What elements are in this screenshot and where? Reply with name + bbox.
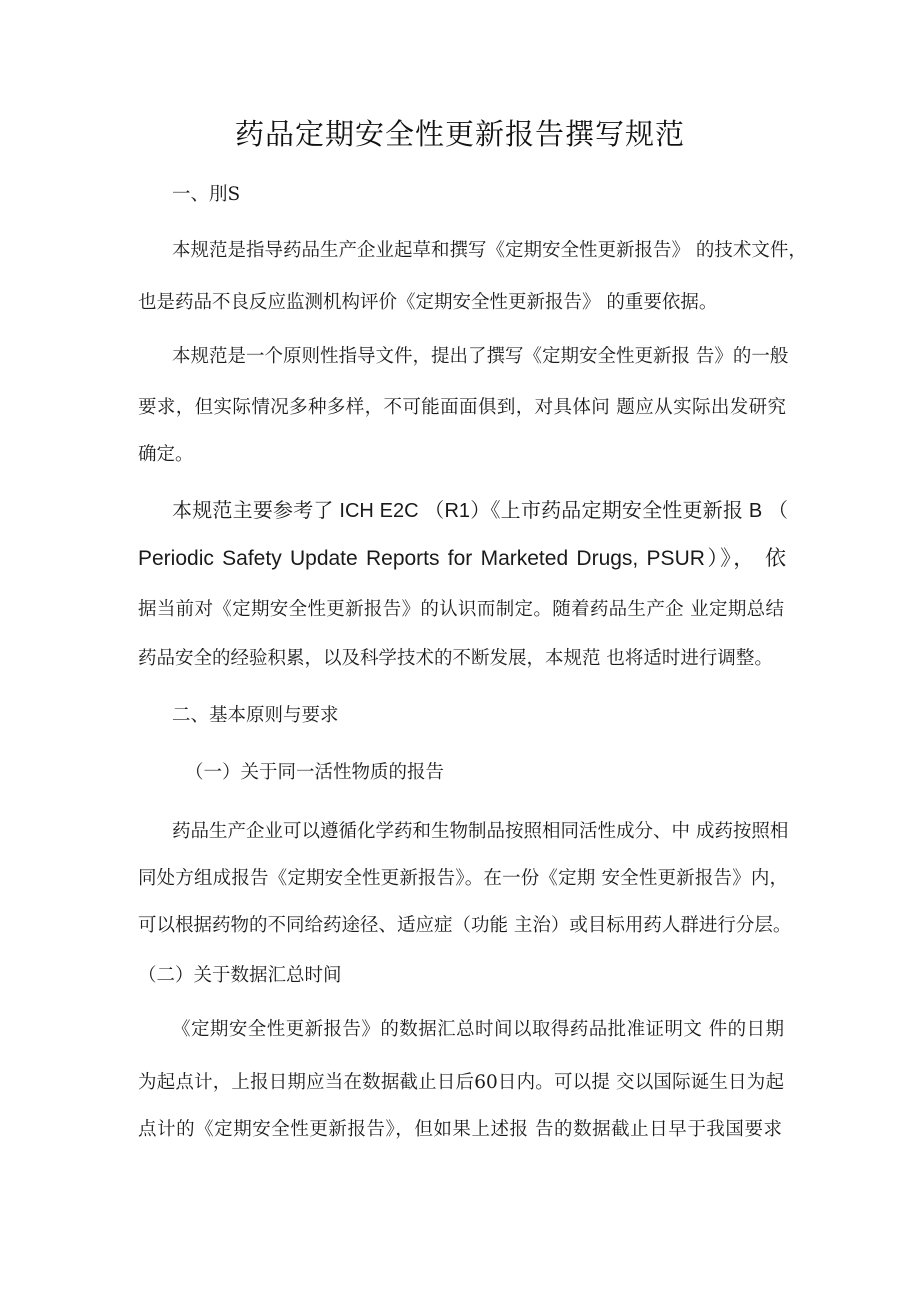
paragraph-line: 为起点计，上报日期应当在数据截止日后60日内。可以提 交以国际诞生日为起 <box>138 1072 784 1093</box>
paragraph-line: 据当前对《定期安全性更新报告》的认识而制定。随着药品生产企 业定期总结 <box>138 599 784 620</box>
paragraph-line: 本规范是一个原则性指导文件，提出了撰写《定期安全性更新报 告》的一般 <box>172 346 789 367</box>
paragraph-line: 药品安全的经验积累，以及科学技术的不断发展，本规范 也将适时进行调整。 <box>138 648 773 669</box>
paragraph-line: Periodic Safety Update Reports for Marketed Drugs, PSUR）》， 依 <box>138 547 786 570</box>
subsection-heading: （二）关于数据汇总时间 <box>138 965 342 986</box>
paragraph-line: 也是药品不良反应监测机构评价《定期安全性更新报告》 的重要依据。 <box>138 292 718 313</box>
paragraph-line: 本规范是指导药品生产企业起草和撰写《定期安全性更新报告》 的技术文件， <box>172 240 807 261</box>
document-title: 药品定期安全性更新报告撰写规范 <box>234 117 685 151</box>
paragraph-line: 可以根据药物的不同给药途径、适应症（功能 主治）或目标用药人群进行分层。 <box>138 915 792 936</box>
paragraph-line: 本规范主要参考了 ICH E2C （R1）《上市药品定期安全性更新报 B （ <box>172 500 788 522</box>
section-heading-principles: 二、基本原则与要求 <box>172 705 339 726</box>
subsection-heading: （一）关于同一活性物质的报告 <box>185 762 445 783</box>
paragraph-line: 点计的《定期安全性更新报告》，但如果上述报 告的数据截止日早于我国要求 <box>138 1119 782 1140</box>
paragraph-line: 同处方组成报告《定期安全性更新报告》。在一份《定期 安全性更新报告》内， <box>138 868 788 889</box>
paragraph-line: 确定。 <box>138 444 194 465</box>
paragraph-line: 药品生产企业可以遵循化学药和生物制品按照相同活性成分、中 成药按照相 <box>172 821 789 842</box>
paragraph-line: 要求，但实际情况多种多样，不可能面面俱到，对具体问 题应从实际出发研究 <box>138 397 786 418</box>
paragraph-line: 《定期安全性更新报告》的数据汇总时间以取得药品批准证明文 件的日期 <box>172 1019 784 1040</box>
section-heading-foreword: 一、刖S <box>172 184 241 205</box>
